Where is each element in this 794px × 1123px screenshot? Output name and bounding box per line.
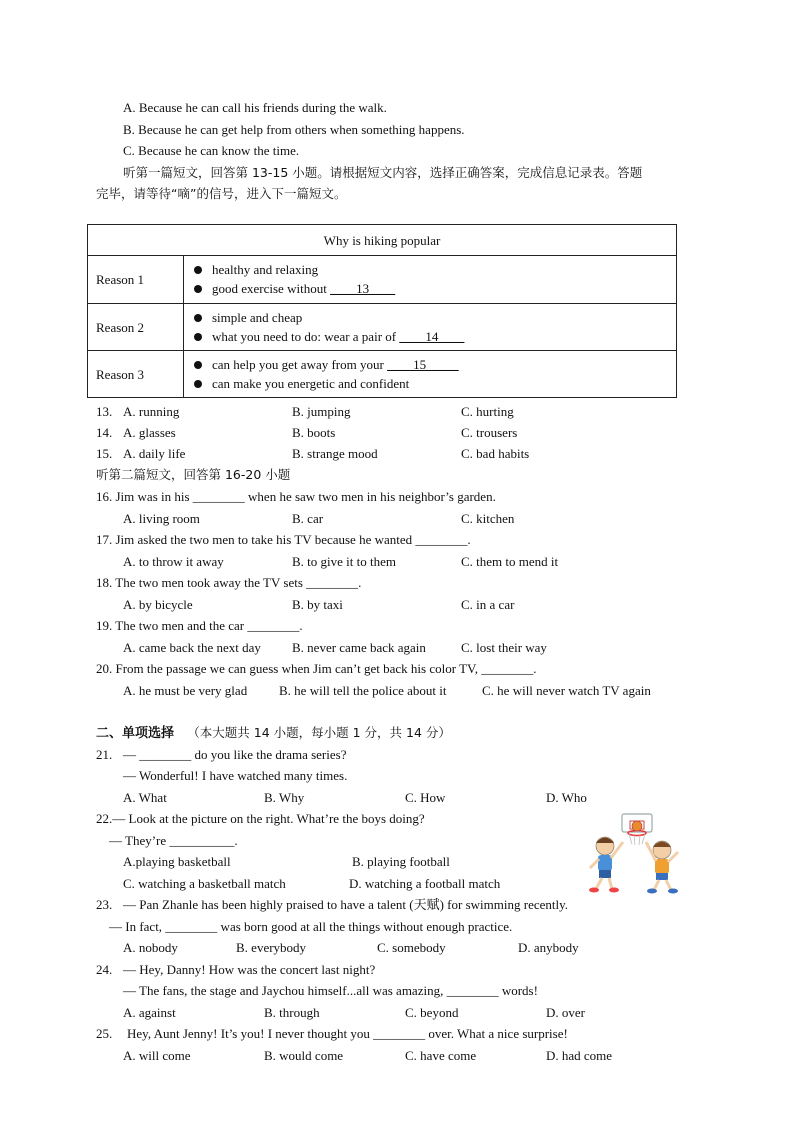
q17-option-a[interactable]: A. to throw it away — [123, 554, 224, 569]
q13-number: 13. — [96, 404, 113, 419]
listening-instruction-2: 听第二篇短文，回答第 16-20 小题 — [96, 467, 291, 482]
q25-number: 25. — [96, 1026, 113, 1041]
q15-option-a[interactable]: A. daily life — [123, 446, 186, 461]
q23-option-a[interactable]: A. nobody — [123, 940, 178, 955]
table-row — [88, 256, 676, 304]
q18-option-b[interactable]: B. by taxi — [292, 597, 343, 612]
q19-option-c[interactable]: C. lost their way — [461, 640, 547, 655]
q17-stem: 17. Jim asked the two men to take his TV because he wanted ________. — [96, 532, 471, 547]
q22-option-a[interactable]: A.playing basketball — [123, 854, 231, 869]
q12-option-a: A. Because he can call his friends during the walk. — [123, 100, 387, 115]
q19-option-b[interactable]: B. never came back again — [292, 640, 426, 655]
blank-14[interactable]: ____14____ — [399, 329, 465, 344]
blank-15[interactable]: ____15_____ — [387, 357, 459, 372]
section-heading — [96, 725, 451, 742]
q13-option-c[interactable]: C. hurting — [461, 404, 514, 419]
q25-option-a[interactable]: A. will come — [123, 1048, 191, 1063]
blank-13[interactable]: ____13____ — [330, 281, 396, 296]
q21-option-b[interactable]: B. Why — [264, 790, 305, 805]
q12-option-b: B. Because he can get help from others when something happens. — [123, 122, 465, 137]
row-label: Reason 1 — [96, 272, 145, 287]
table-header: Why is hiking popular — [88, 225, 676, 256]
q25-option-d[interactable]: D. had come — [546, 1048, 613, 1063]
bullet-icon — [194, 285, 202, 293]
q25-option-c[interactable]: C. have come — [405, 1048, 477, 1063]
q15-option-b[interactable]: B. strange mood — [292, 446, 378, 461]
q20-option-a[interactable]: A. he must be very glad — [123, 683, 248, 698]
bullet-icon — [194, 314, 202, 322]
bullet-item: can help you get away from your ____15_____ — [194, 357, 459, 373]
q23-option-b[interactable]: B. everybody — [236, 940, 307, 955]
bullet-item: what you need to do: wear a pair of ____14____ — [194, 329, 464, 345]
q23-line-2: — In fact, ________ was born good at all the things without enough practice. — [109, 919, 513, 934]
q18-option-c[interactable]: C. in a car — [461, 597, 515, 612]
row-label: Reason 3 — [96, 367, 145, 382]
section-note: （本大题共 14 小题，每小题 1 分，共 14 分） — [187, 725, 451, 740]
q24-option-b[interactable]: B. through — [264, 1005, 320, 1020]
q22-option-d[interactable]: D. watching a football match — [349, 876, 501, 891]
q16-option-a[interactable]: A. living room — [123, 511, 200, 526]
q24-option-a[interactable]: A. against — [123, 1005, 176, 1020]
q21-line-2: — Wonderful! I have watched many times. — [123, 768, 348, 783]
q23-option-c[interactable]: C. somebody — [377, 940, 446, 955]
q21-number: 21. — [96, 747, 113, 762]
q15-option-c[interactable]: C. bad habits — [461, 446, 530, 461]
listening-instruction-1-cont: 完毕，请等待“嘀”的信号，进入下一篇短文。 — [96, 186, 347, 201]
q25-option-b[interactable]: B. would come — [264, 1048, 344, 1063]
listening-instruction-1: 听第一篇短文，回答第 13-15 小题。请根据短文内容，选择正确答案，完成信息记录表。答题 — [123, 165, 643, 180]
q14-number: 14. — [96, 425, 113, 440]
bullet-icon — [194, 380, 202, 388]
q21-option-c[interactable]: C. How — [405, 790, 446, 805]
column-divider — [183, 304, 184, 350]
q13-option-a[interactable]: A. running — [123, 404, 180, 419]
bullet-item: can make you energetic and confident — [194, 376, 409, 392]
q22-line-1: 22.— Look at the picture on the right. What’re the boys doing? — [96, 811, 425, 826]
q22-line-2: — They’re __________. — [109, 833, 238, 848]
q14-option-a[interactable]: A. glasses — [123, 425, 176, 440]
bullet-item: good exercise without ____13____ — [194, 281, 395, 297]
section-title: 二、单项选择 — [96, 726, 175, 741]
q22-option-c[interactable]: C. watching a basketball match — [123, 876, 286, 891]
q14-option-c[interactable]: C. trousers — [461, 425, 518, 440]
q22-option-b[interactable]: B. playing football — [352, 854, 450, 869]
q19-option-a[interactable]: A. came back the next day — [123, 640, 261, 655]
q20-option-b[interactable]: B. he will tell the police about it — [279, 683, 447, 698]
row-label: Reason 2 — [96, 320, 145, 335]
bullet-icon — [194, 266, 202, 274]
q16-option-b[interactable]: B. car — [292, 511, 324, 526]
bullet-item: simple and cheap — [194, 310, 302, 326]
q23-number: 23. — [96, 897, 113, 912]
q17-option-c[interactable]: C. them to mend it — [461, 554, 559, 569]
column-divider — [183, 256, 184, 303]
q12-option-c: C. Because he can know the time. — [123, 143, 300, 158]
column-divider — [183, 351, 184, 397]
table-row — [88, 351, 676, 397]
q18-option-a[interactable]: A. by bicycle — [123, 597, 193, 612]
q23-line-1: — Pan Zhanle has been highly praised to have a talent (天赋) for swimming recently. — [123, 897, 569, 912]
q20-option-c[interactable]: C. he will never watch TV again — [482, 683, 651, 698]
q24-line-2: — The fans, the stage and Jaychou himself...all was amazing, ________ words! — [123, 983, 538, 998]
q15-number: 15. — [96, 446, 113, 461]
q21-option-a[interactable]: A. What — [123, 790, 167, 805]
q20-stem: 20. From the passage we can guess when Jim can’t get back his color TV, ________. — [96, 661, 537, 676]
q18-stem: 18. The two men took away the TV sets ________. — [96, 575, 362, 590]
q14-option-b[interactable]: B. boots — [292, 425, 336, 440]
q16-stem: 16. Jim was in his ________ when he saw two men in his neighbor’s garden. — [96, 489, 496, 504]
bullet-icon — [194, 361, 202, 369]
q23-option-d[interactable]: D. anybody — [518, 940, 579, 955]
q19-stem: 19. The two men and the car ________. — [96, 618, 303, 633]
q17-option-b[interactable]: B. to give it to them — [292, 554, 396, 569]
bullet-item: healthy and relaxing — [194, 262, 318, 278]
q13-option-b[interactable]: B. jumping — [292, 404, 351, 419]
q21-option-d[interactable]: D. Who — [546, 790, 587, 805]
q16-option-c[interactable]: C. kitchen — [461, 511, 515, 526]
hiking-info-table — [87, 224, 677, 398]
q24-option-d[interactable]: D. over — [546, 1005, 585, 1020]
q25-line-1: Hey, Aunt Jenny! It’s you! I never thought you ________ over. What a nice surprise! — [127, 1026, 568, 1041]
table-row — [88, 304, 676, 351]
basketball-boys-picture — [578, 812, 690, 894]
q21-line-1: — ________ do you like the drama series? — [123, 747, 347, 762]
q24-number: 24. — [96, 962, 113, 977]
q24-line-1: — Hey, Danny! How was the concert last night? — [123, 962, 376, 977]
q24-option-c[interactable]: C. beyond — [405, 1005, 459, 1020]
bullet-icon — [194, 333, 202, 341]
